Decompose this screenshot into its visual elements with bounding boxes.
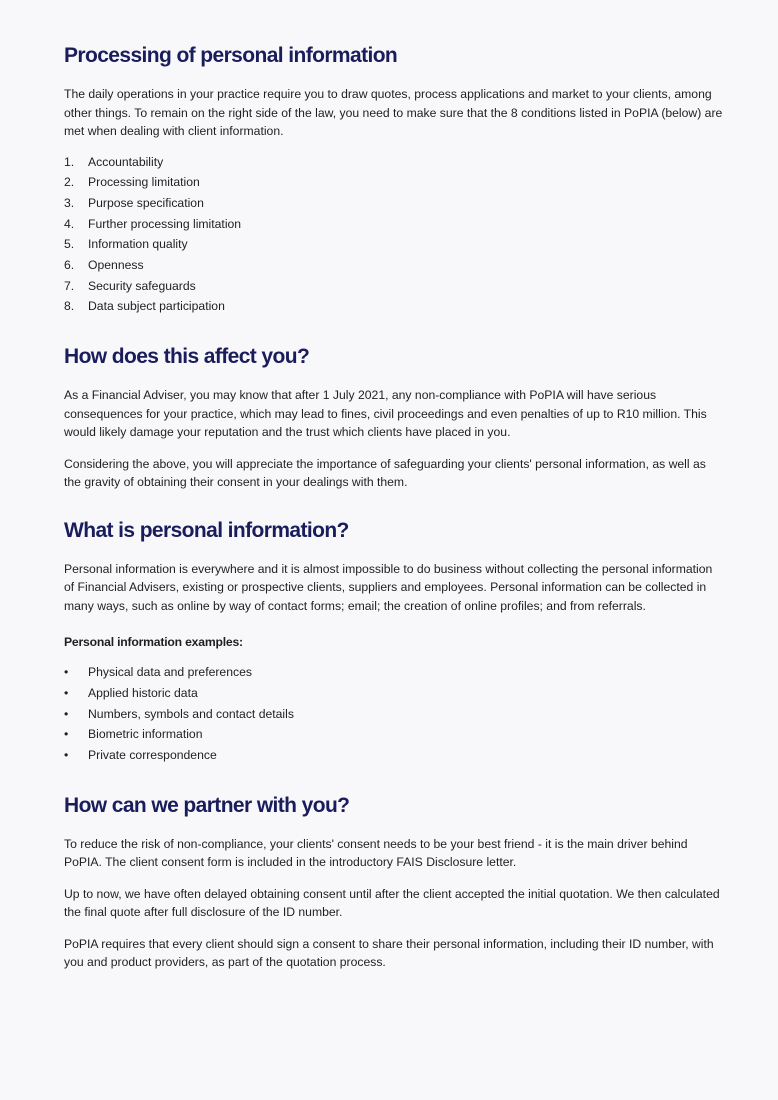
list-item: 1. Accountability <box>64 154 164 169</box>
affect-paragraph-1: As a Financial Adviser, you may know that after 1 July 2021, any non-compliance with PoPIA will have serious consequences for your practice, which may lead to fines, civil proceedings and even penalties of up to R10 million. This would likely damage your reputation and the trust which clients have placed in you. <box>64 388 707 440</box>
examples-subheading: Personal information examples: <box>64 635 243 650</box>
partner-paragraph-2: Up to now, we have often delayed obtaining consent until after the client accepted the initial quotation. We then calculated the final quote after full disclosure of the ID number. <box>64 886 720 920</box>
popia-conditions-list <box>64 152 724 318</box>
partner-paragraph-1: To reduce the risk of non-compliance, your clients' consent needs to be your best friend - it is the main driver behind PoPIA. The client consent form is included in the introductory FAIS Disclosure letter. <box>64 836 688 870</box>
section-heading-processing: Processing of personal information <box>64 44 398 67</box>
list-item: 8. Data subject participation <box>64 299 225 314</box>
examples-list <box>64 662 724 766</box>
partner-paragraph-3: PoPIA requires that every client should sign a consent to share their personal information, including their ID number, with you and product providers, as part of the quotation process. <box>64 936 714 970</box>
section-heading-personal-info: What is personal information? <box>64 518 349 542</box>
processing-intro-paragraph: The daily operations in your practice require you to draw quotes, process applications and market to your clients, among other things. To remain on the right side of the law, you need to make sure that the 8 conditions listed in PoPIA (below) are met when dealing with client information. <box>64 87 723 138</box>
affect-paragraph-2: Considering the above, you will appreciate the importance of safeguarding your clients' personal information, as well as the gravity of obtaining their consent in your dealings with them. <box>64 456 706 490</box>
list-item: • Numbers, symbols and contact details <box>64 706 294 721</box>
list-item: 7. Security safeguards <box>64 278 196 293</box>
list-item: 4. Further processing limitation <box>64 216 242 231</box>
list-item: • Biometric information <box>64 727 203 742</box>
list-item: 2. Processing limitation <box>64 175 200 190</box>
list-item: 6. Openness <box>64 258 144 273</box>
section-heading-affect: How does this affect you? <box>64 345 310 369</box>
list-item: • Applied historic data <box>64 685 198 700</box>
personal-info-paragraph: Personal information is everywhere and it is almost impossible to do business without collecting the personal information of Financial Advisers, existing or prospective clients, suppliers and employees. Personal information can be collected in many ways, such as online by way of contact forms; email; the creation of online profiles; and from referrals. <box>64 561 713 613</box>
list-item: • Private correspondence <box>64 747 217 762</box>
list-item: • Physical data and preferences <box>64 665 252 680</box>
list-item: 3. Purpose specification <box>64 195 204 210</box>
document-page <box>64 42 724 972</box>
list-item: 5. Information quality <box>64 237 188 252</box>
section-heading-partner: How can we partner with you? <box>64 793 350 817</box>
